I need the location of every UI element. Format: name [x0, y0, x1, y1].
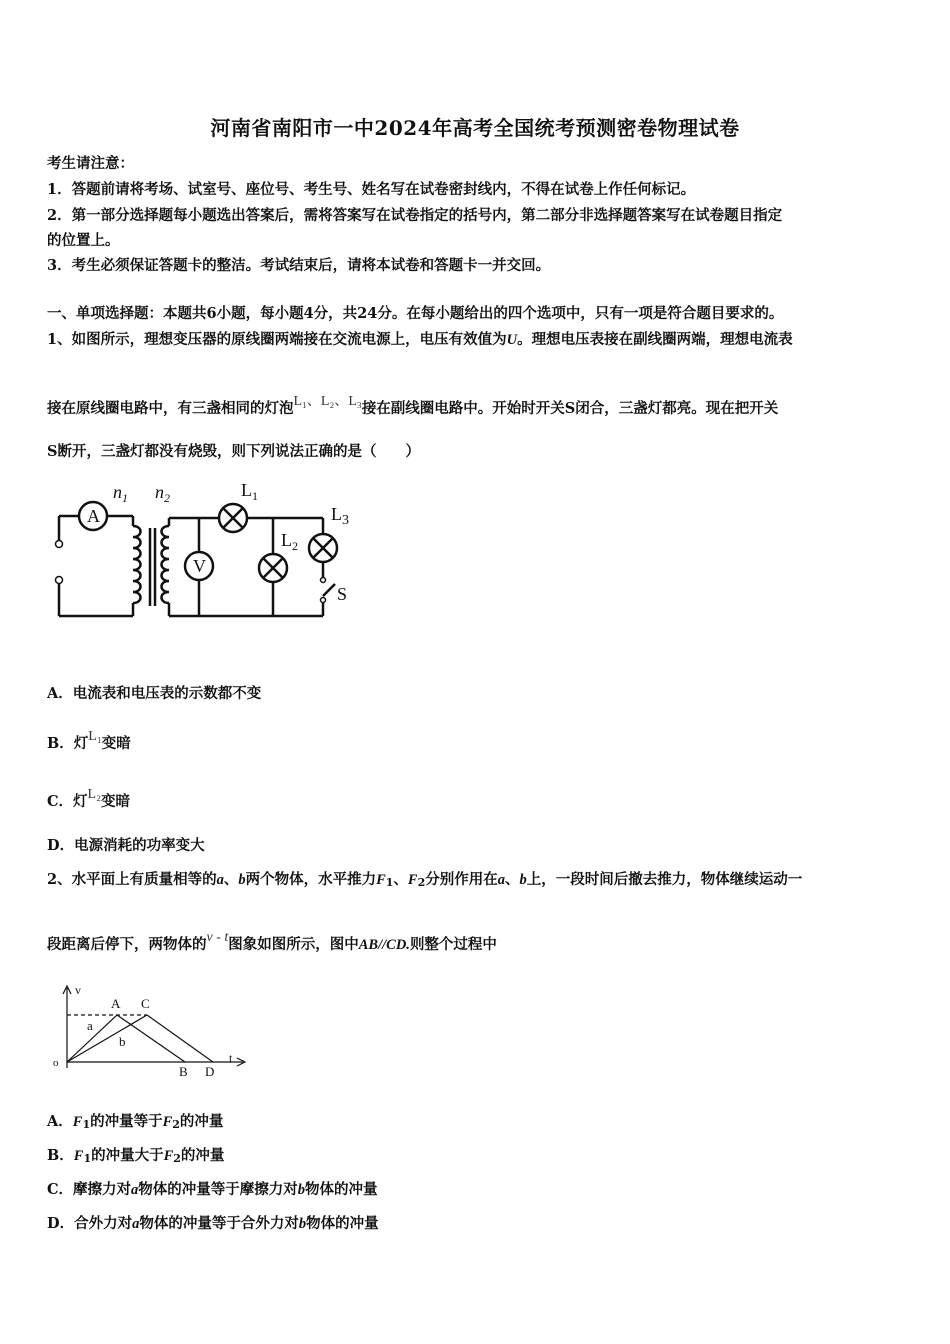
- q1-line2-a: 接在原线圈电路中，有三盏相同的灯泡: [47, 400, 294, 417]
- q2-line2: 段距离后停下，两物体的v - t图象如图所示，图中AB//CD.则整个过程中: [47, 930, 497, 953]
- voltmeter-label: V: [193, 556, 206, 576]
- line-a-label: a: [87, 1018, 93, 1033]
- q2-option-a: A．F1的冲量等于F2的冲量: [47, 1113, 224, 1131]
- q2-option-b: B．F1的冲量大于F2的冲量: [47, 1147, 225, 1165]
- line-b-label: b: [119, 1034, 126, 1049]
- lamp-l2: L₂: [87, 787, 101, 802]
- point-c-label: C: [141, 996, 150, 1011]
- circuit-diagram: [45, 478, 365, 628]
- q2-option-d: D．合外力对a物体的冲量等于合外力对b物体的冲量: [47, 1215, 379, 1232]
- lamp-l1: L₁: [88, 729, 102, 744]
- page-title: 河南省南阳市一中2024年高考全国统考预测密卷物理试卷: [210, 116, 740, 140]
- q1-option-a: A．电流表和电压表的示数都不变: [47, 685, 262, 702]
- q1-option-d: D．电源消耗的功率变大: [47, 837, 205, 854]
- notice-heading: 考生请注意：: [47, 155, 134, 172]
- point-b-label: B: [179, 1064, 188, 1078]
- n2-label: $n_2$: [155, 482, 170, 505]
- q1-line1-a: 1、如图所示，理想变压器的原线圈两端接在交流电源上，电压有效值为: [47, 331, 507, 348]
- q1-line1: [47, 328, 793, 349]
- voltage-var: U: [506, 332, 518, 348]
- point-d-label: D: [205, 1064, 215, 1078]
- notice-item: 2．第一部分选择题每小题选出答案后，需将答案写在试卷指定的括号内，第二部分非选择题答案写在试卷题目指定: [47, 207, 783, 224]
- q1-option-b: B．灯L₁变暗: [47, 729, 131, 752]
- q1-line2-b: 接在副线圈电路中。开始时开关S闭合，三盏灯都亮。现在把开关: [361, 400, 779, 417]
- q1-line2: [47, 390, 778, 418]
- q1-line3: S断开，三盏灯都没有烧毁，则下列说法正确的是（ ）: [47, 443, 420, 460]
- notice-item: 1．答题前请将考场、试室号、座位号、考生号、姓名写在试卷密封线内，不得在试卷上作任何标记。: [47, 181, 696, 198]
- vt-symbol: v - t: [206, 930, 229, 945]
- n1-label: $n_1$: [113, 482, 128, 505]
- q1-option-c: C．灯L₂变暗: [47, 787, 130, 810]
- q2-option-c: C．摩擦力对a物体的冲量等于摩擦力对b物体的冲量: [47, 1181, 378, 1198]
- l1-label: $L_1$: [241, 480, 258, 503]
- l3-label: $L_3$: [331, 504, 349, 528]
- origin-label: o: [53, 1057, 59, 1069]
- q1-line1-b: 。理想电压表接在副线圈两端，理想电流表: [517, 331, 793, 348]
- l2-label: $L_2$: [281, 530, 298, 553]
- switch-label: S: [337, 584, 348, 604]
- ammeter-label: A: [87, 506, 100, 526]
- notice-item: 3．考生必须保证答题卡的整洁。考试结束后，请将本试卷和答题卡一并交回。: [47, 257, 551, 274]
- notice-item: 的位置上。: [47, 232, 120, 249]
- q2-line1: 2、水平面上有质量相等的a、b两个物体，水平推力F1、F2分别作用在a、b上，一段时间后撤去推力，物体继续运动一: [47, 871, 803, 889]
- section-heading: 一、单项选择题：本题共6小题，每小题4分，共24分。在每小题给出的四个选项中，只有一项是符合题目要求的。: [47, 305, 784, 322]
- lamp-labels: L₁、L₂、L₃: [293, 394, 362, 409]
- v-axis-label: v: [75, 983, 81, 997]
- vt-graph: [45, 978, 255, 1078]
- point-a-label: A: [111, 996, 121, 1011]
- t-axis-label: t: [229, 1051, 233, 1065]
